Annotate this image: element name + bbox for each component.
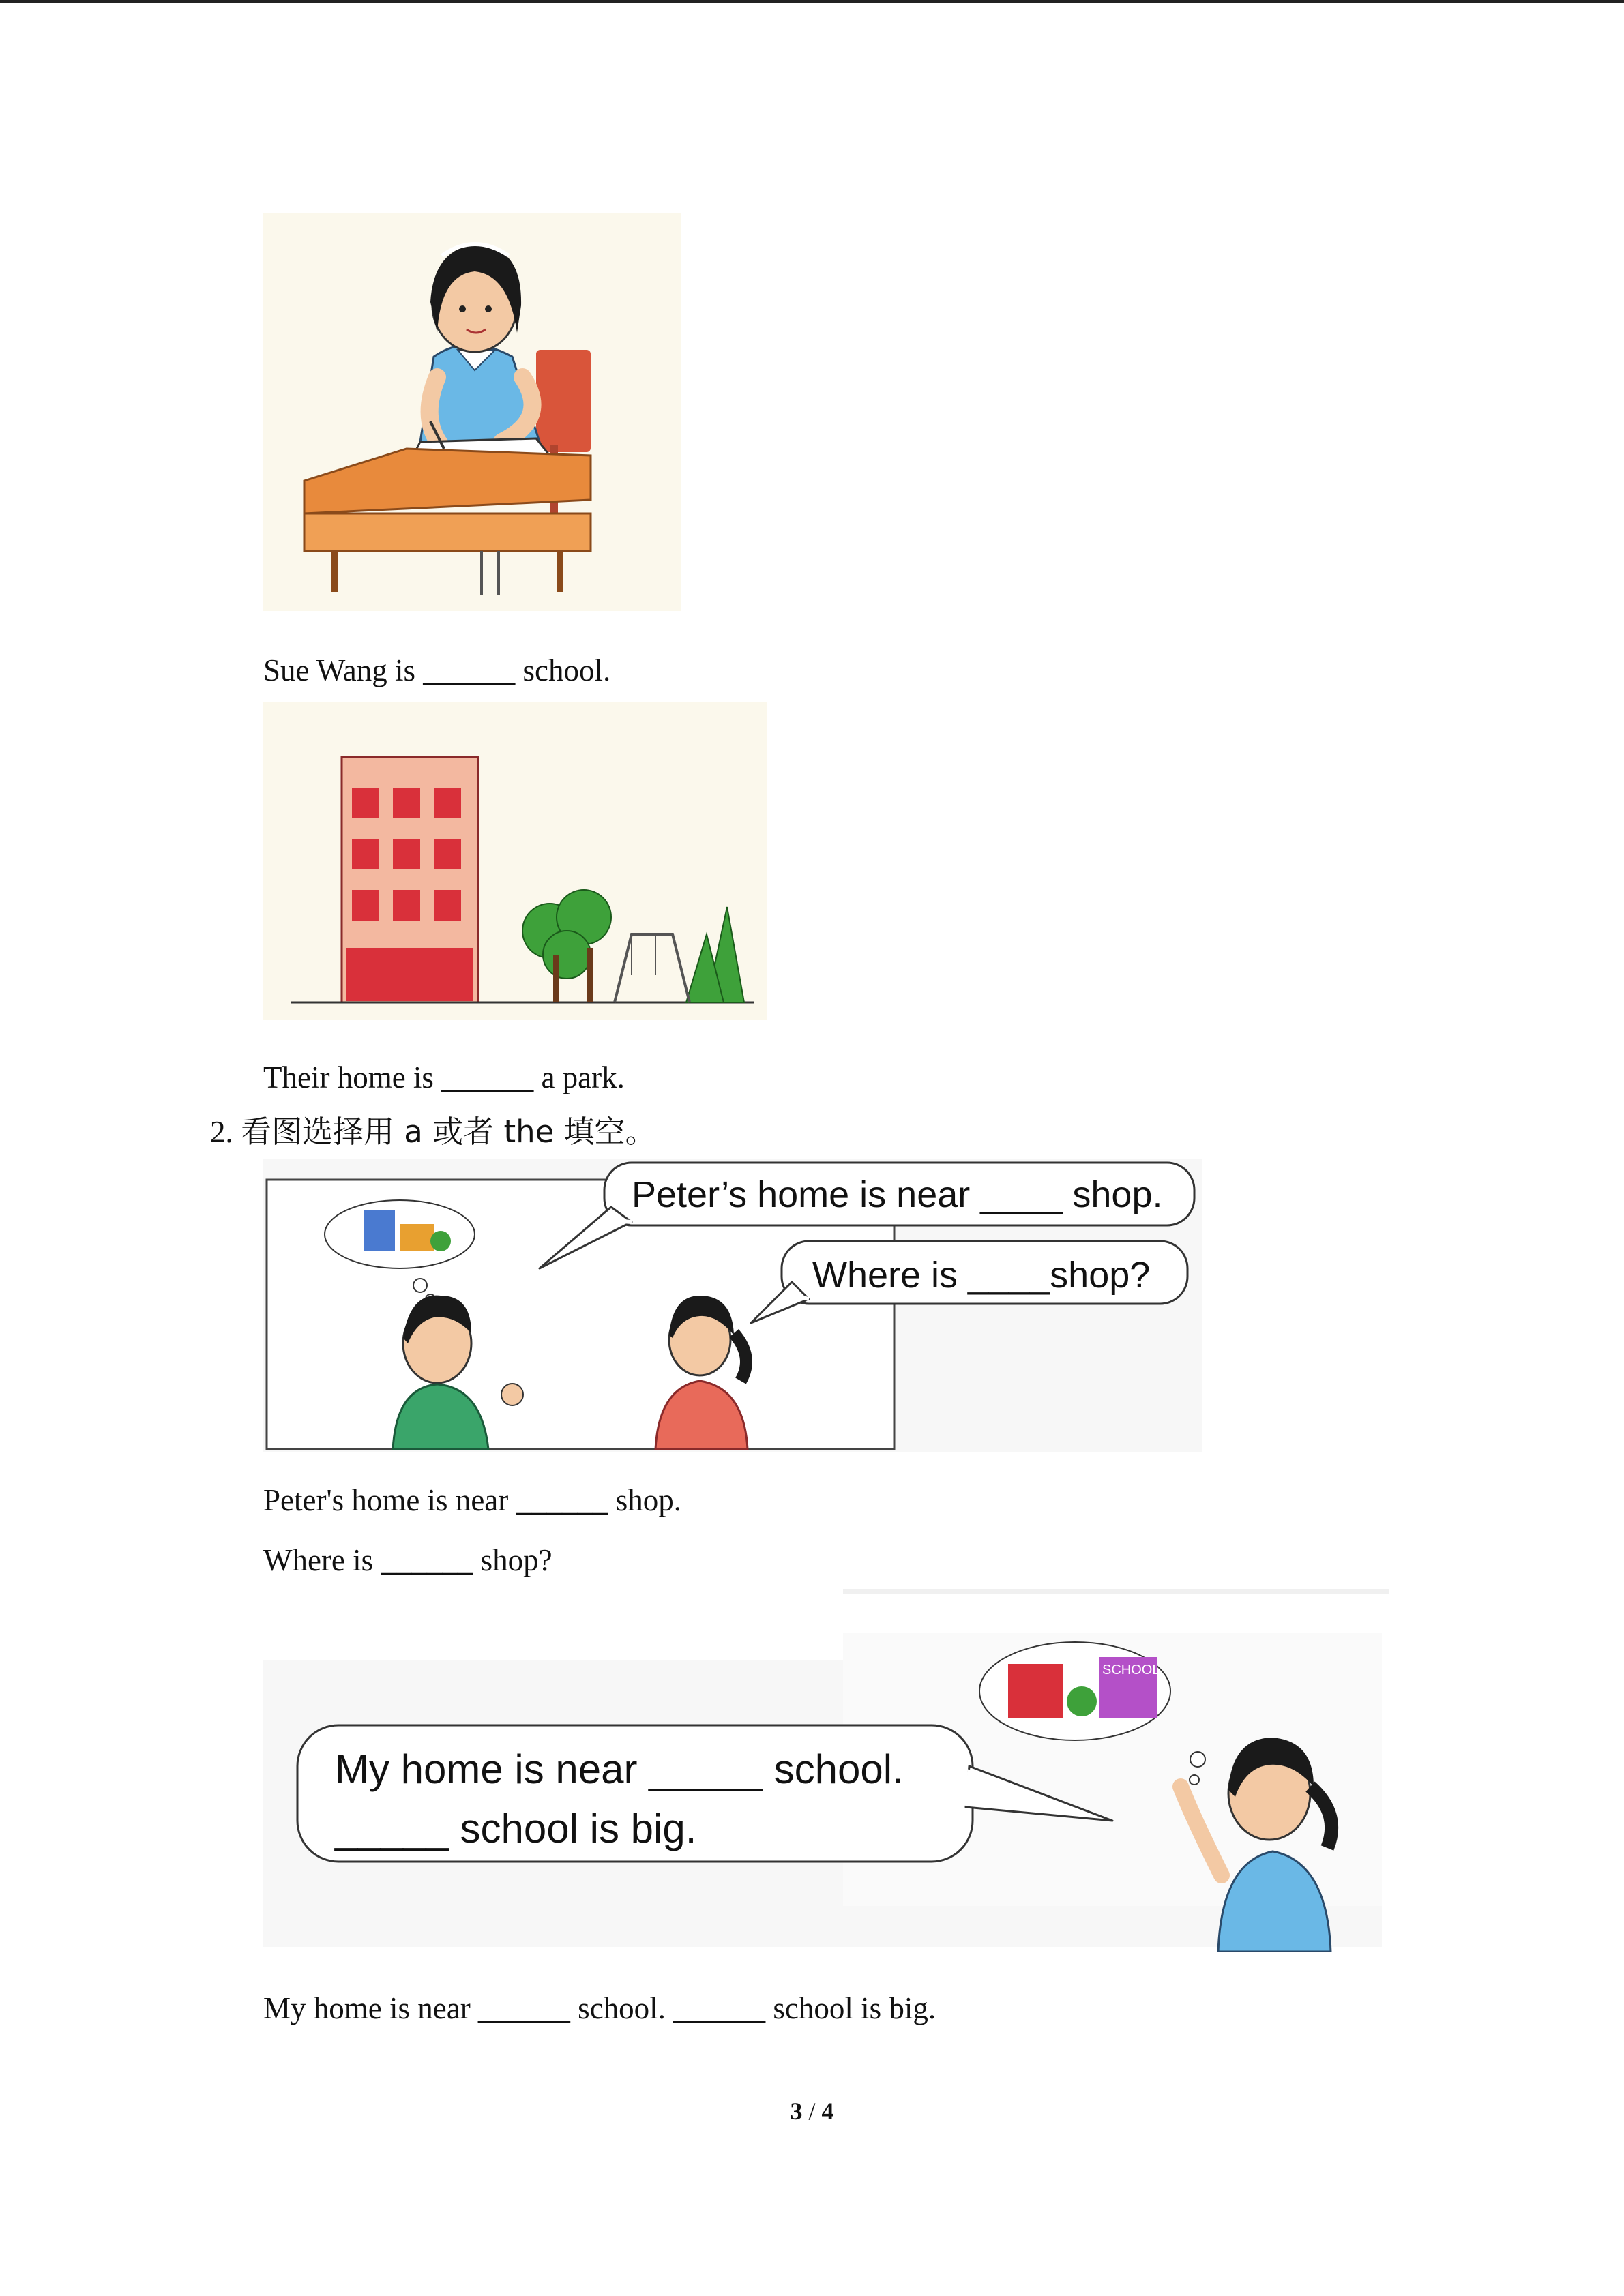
school-speech-line-2: _____ school is big. bbox=[335, 1806, 697, 1851]
school-sign-text: SCHOOL bbox=[1102, 1663, 1160, 1678]
peter-and-girl-illustration bbox=[263, 1159, 1202, 1452]
sentence-sue-wang: Sue Wang is ______ school. bbox=[263, 653, 611, 687]
girl-speech-text: Where is ____shop? bbox=[812, 1255, 1151, 1296]
page-number bbox=[0, 2097, 1624, 2126]
school-speech-line-1: My home is near _____ school. bbox=[335, 1746, 904, 1792]
page-separator: / bbox=[802, 2098, 822, 2125]
page-current: 3 bbox=[790, 2098, 803, 2125]
question-number: 2. bbox=[210, 1115, 233, 1149]
question-2-heading bbox=[210, 1113, 656, 1151]
girl-near-school-illustration bbox=[263, 1589, 1423, 1952]
sentence-where-is-shop: Where is ______ shop? bbox=[263, 1543, 552, 1577]
building-and-park-illustration bbox=[263, 702, 767, 1020]
sentence-my-home: My home is near ______ school. ______ school is big. bbox=[263, 1991, 936, 2025]
page-total: 4 bbox=[821, 2098, 834, 2125]
sentence-their-home: Their home is ______ a park. bbox=[263, 1060, 625, 1094]
girl-at-desk-illustration bbox=[263, 213, 681, 611]
page-top-rule bbox=[0, 0, 1624, 3]
sentence-peters-home: Peter's home is near ______ shop. bbox=[263, 1483, 682, 1517]
peter-speech-text: Peter’s home is near ____ shop. bbox=[632, 1174, 1163, 1215]
question-instruction: 看图选择用 a 或者 the 填空。 bbox=[241, 1114, 656, 1150]
